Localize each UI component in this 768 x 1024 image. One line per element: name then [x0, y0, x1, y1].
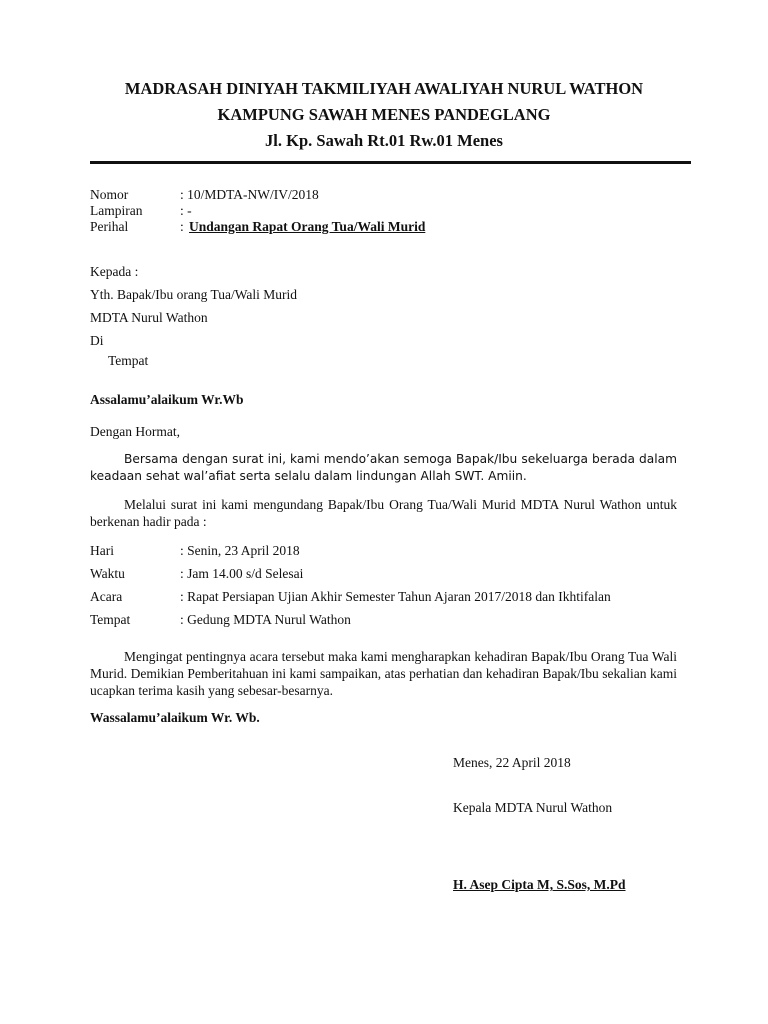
- detail-label-tempat: Tempat: [90, 612, 131, 627]
- signatory-position: Kepala MDTA Nurul Wathon: [453, 800, 613, 815]
- salam-opening: Assalamu’alaikum Wr.Wb: [90, 392, 244, 407]
- detail-value-tempat: : Gedung MDTA Nurul Wathon: [180, 612, 351, 627]
- paragraph-1-text: Bersama dengan surat ini, kami mendo’akan semoga Bapak/Ibu sekeluarga berada dalam keadaan sehat wal’afiat serta selalu dalam lindungan Allah SWT. Amiin.: [90, 452, 677, 483]
- paragraph-1: [90, 451, 677, 485]
- detail-value-hari: : Senin, 23 April 2018: [180, 543, 300, 558]
- perihal-value: Undangan Rapat Orang Tua/Wali Murid: [189, 219, 426, 234]
- place-date: Menes, 22 April 2018: [453, 755, 571, 770]
- detail-label-acara: Acara: [90, 589, 123, 604]
- paragraph-2-text: Melalui surat ini kami mengundang Bapak/Ibu Orang Tua/Wali Murid MDTA Nurul Wathon untuk berkenan hadir pada :: [90, 497, 677, 529]
- kepada-label: Kepada :: [90, 264, 139, 279]
- perihal-label: Perihal: [90, 219, 129, 234]
- paragraph-3-text: Mengingat pentingnya acara tersebut maka kami mengharapkan kehadiran Bapak/Ibu Orang Tua Wali Murid. Demikian Pemberitahuan ini kami sampaikan, atas perhatian dan kehadiran Bapak/Ibu sekalian kami ucapkan terima kasih yang sebesar-besarnya.: [90, 649, 677, 698]
- paragraph-2: [90, 496, 677, 530]
- detail-label-hari: Hari: [90, 543, 114, 558]
- nomor-label: Nomor: [90, 187, 129, 202]
- letterhead-institution: MADRASAH DINIYAH TAKMILIYAH AWALIYAH NURUL WATHON: [124, 79, 644, 98]
- signatory-name: H. Asep Cipta M, S.Sos, M.Pd: [453, 877, 626, 892]
- recipient-tempat: Tempat: [108, 353, 149, 368]
- lampiran-value: : -: [180, 203, 192, 218]
- letterhead-location: KAMPUNG SAWAH MENES PANDEGLANG: [217, 105, 551, 124]
- dengan-hormat: Dengan Hormat,: [90, 424, 180, 439]
- recipient-yth: Yth. Bapak/Ibu orang Tua/Wali Murid: [90, 287, 298, 302]
- recipient-school: MDTA Nurul Wathon: [90, 310, 208, 325]
- detail-value-waktu: : Jam 14.00 s/d Selesai: [180, 566, 304, 581]
- detail-value-acara: : Rapat Persiapan Ujian Akhir Semester Tahun Ajaran 2017/2018 dan Ikhtifalan: [180, 589, 611, 604]
- letterhead-divider: [90, 161, 691, 164]
- paragraph-3: [90, 648, 677, 699]
- perihal-colon: :: [180, 219, 184, 234]
- nomor-value: : 10/MDTA-NW/IV/2018: [180, 187, 319, 202]
- letterhead-address: Jl. Kp. Sawah Rt.01 Rw.01 Menes: [265, 131, 503, 150]
- lampiran-label: Lampiran: [90, 203, 143, 218]
- detail-label-waktu: Waktu: [90, 566, 125, 581]
- salam-closing: Wassalamu’alaikum Wr. Wb.: [90, 710, 260, 725]
- recipient-di: Di: [90, 333, 104, 348]
